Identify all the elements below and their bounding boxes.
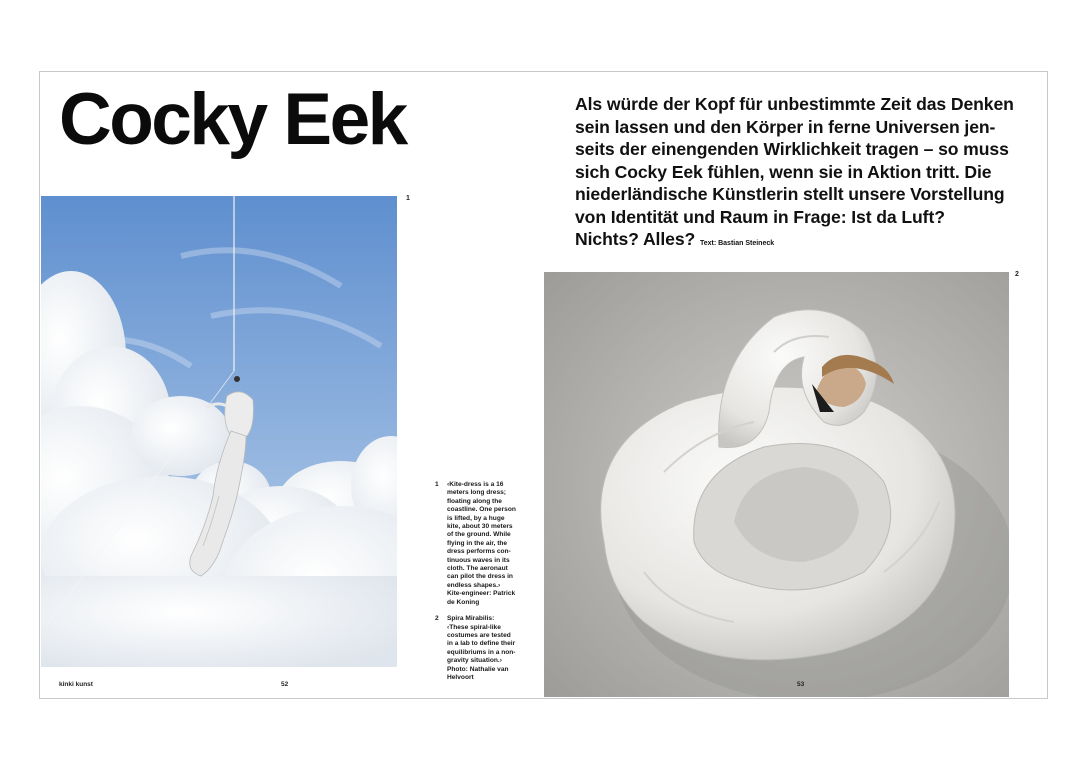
page-number-left: 52 bbox=[281, 681, 289, 688]
intro-line: niederländische Künstlerin stellt unsere Vorstellung bbox=[575, 184, 1005, 204]
caption-line: cloth. The aeronaut bbox=[447, 565, 508, 573]
intro-line: seits der einengenden Wirklichkeit tragen – so muss bbox=[575, 139, 1009, 159]
intro-line: Als würde der Kopf für unbestimmte Zeit das Denken bbox=[575, 94, 1014, 114]
caption-line: ‹These spiral-like bbox=[447, 623, 501, 631]
caption-line: Kite-engineer: Patrick bbox=[447, 590, 516, 598]
caption-line: flying in the air, the bbox=[447, 539, 508, 547]
caption-line: costumes are tested bbox=[447, 631, 511, 639]
caption-line: can pilot the dress in bbox=[447, 573, 513, 581]
intro-line: sich Cocky Eek fühlen, wenn sie in Aktion tritt. Die bbox=[575, 161, 992, 182]
caption-line: of the ground. While bbox=[447, 531, 511, 539]
spiral-costume-image bbox=[544, 272, 1009, 697]
caption-line: meters long dress; bbox=[447, 489, 506, 497]
caption-line: in a lab to define their bbox=[447, 640, 516, 648]
page-number-right: 53 bbox=[797, 681, 805, 688]
figure-number: 2 bbox=[1015, 271, 1019, 278]
caption-line: equilibriums in a non- bbox=[447, 648, 516, 656]
caption-line: is lifted, by a huge bbox=[447, 514, 505, 522]
intro-line: sein lassen und den Körper in ferne Universen jen- bbox=[575, 116, 996, 137]
intro-paragraph bbox=[575, 93, 1030, 256]
magazine-brand: kinki kunst bbox=[59, 681, 93, 688]
caption-line: Spira Mirabilis: bbox=[447, 615, 495, 623]
magazine-spread bbox=[39, 71, 1048, 699]
caption-number: 1 bbox=[435, 481, 439, 488]
captions bbox=[435, 481, 535, 690]
intro-line: von Identität und Raum in Frage: Ist da Luft? bbox=[575, 206, 945, 227]
caption-kite-dress bbox=[435, 481, 535, 607]
caption-line: dress performs con- bbox=[447, 548, 511, 556]
article-title: Cocky Eek bbox=[59, 79, 406, 160]
caption-line: ‹Kite-dress is a 16 bbox=[447, 481, 504, 488]
caption-line: endless shapes.› bbox=[447, 581, 501, 589]
caption-line: Helvoort bbox=[447, 673, 474, 681]
figure-number: 1 bbox=[406, 195, 410, 202]
caption-line: floating along the bbox=[447, 497, 502, 505]
kite-dress-photo bbox=[41, 196, 397, 667]
intro-line: Nichts? Alles? bbox=[575, 229, 696, 249]
caption-number: 2 bbox=[435, 615, 439, 623]
author-credit: Text: Bastian Steineck bbox=[699, 240, 775, 247]
caption-line: gravity situation.› bbox=[447, 657, 502, 665]
caption-line: de Koning bbox=[447, 598, 480, 606]
kite-dress-image bbox=[41, 196, 397, 667]
caption-line: Photo: Nathalie van bbox=[447, 665, 509, 673]
spiral-costume-photo bbox=[544, 272, 1009, 697]
caption-spiral-costume bbox=[435, 615, 535, 682]
caption-line: kite, about 30 meters bbox=[447, 523, 513, 531]
caption-line: tinuous waves in its bbox=[447, 556, 510, 564]
caption-line: coastline. One person bbox=[447, 506, 516, 514]
